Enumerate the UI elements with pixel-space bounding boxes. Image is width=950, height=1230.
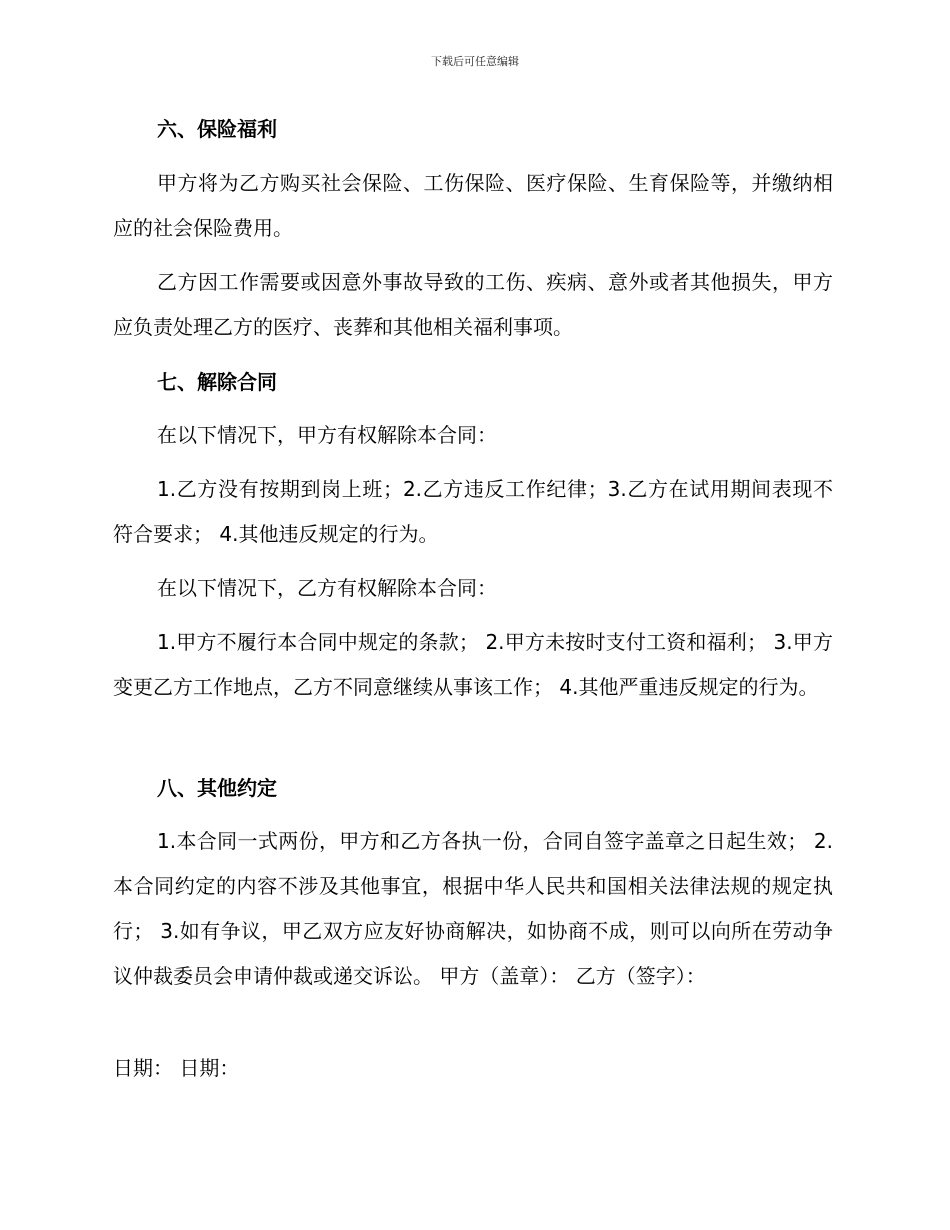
paragraph-party-b-termination-reasons: 1.甲方不履行本合同中规定的条款； 2.甲方未按时支付工资和福利； 3.甲方变更乙方工作地点，乙方不同意继续从事该工作； 4.其他严重违反规定的行为。 [113, 630, 833, 699]
paragraph-party-b-termination-intro: 在以下情况下，乙方有权解除本合同： [157, 576, 497, 600]
paragraph-injury-responsibility: 乙方因工作需要或因意外事故导致的工伤、疾病、意外或者其他损失，甲方应负责处理乙方的医疗、丧葬和其他相关福利事项。 [113, 270, 833, 339]
section-heading-other-agreements: 八、其他约定 [157, 776, 277, 800]
section-heading-termination: 七、解除合同 [157, 370, 277, 394]
signature-date-line: 日期： 日期： [113, 1056, 240, 1080]
page-header: 下载后可任意编辑 [431, 55, 519, 68]
section-heading-insurance: 六、保险福利 [157, 117, 277, 141]
paragraph-other-agreements: 1.本合同一式两份，甲方和乙方各执一份，合同自签字盖章之日起生效； 2.本合同约定的内容不涉及其他事宜，根据中华人民共和国相关法律法规的规定执行； 3.如有争议，甲乙双方应友好协商解决，如协商不成，则可以向所在劳动争议仲裁委员会申请仲裁或递交诉讼。 甲方（盖章）： 乙方（签字）： [113, 829, 833, 988]
paragraph-insurance-purchase: 甲方将为乙方购买社会保险、工伤保险、医疗保险、生育保险等，并缴纳相应的社会保险费用。 [113, 171, 833, 240]
paragraph-party-a-termination-intro: 在以下情况下，甲方有权解除本合同： [157, 423, 497, 447]
paragraph-party-a-termination-reasons: 1.乙方没有按期到岗上班；2.乙方违反工作纪律；3.乙方在试用期间表现不符合要求； 4.其他违反规定的行为。 [113, 477, 833, 546]
